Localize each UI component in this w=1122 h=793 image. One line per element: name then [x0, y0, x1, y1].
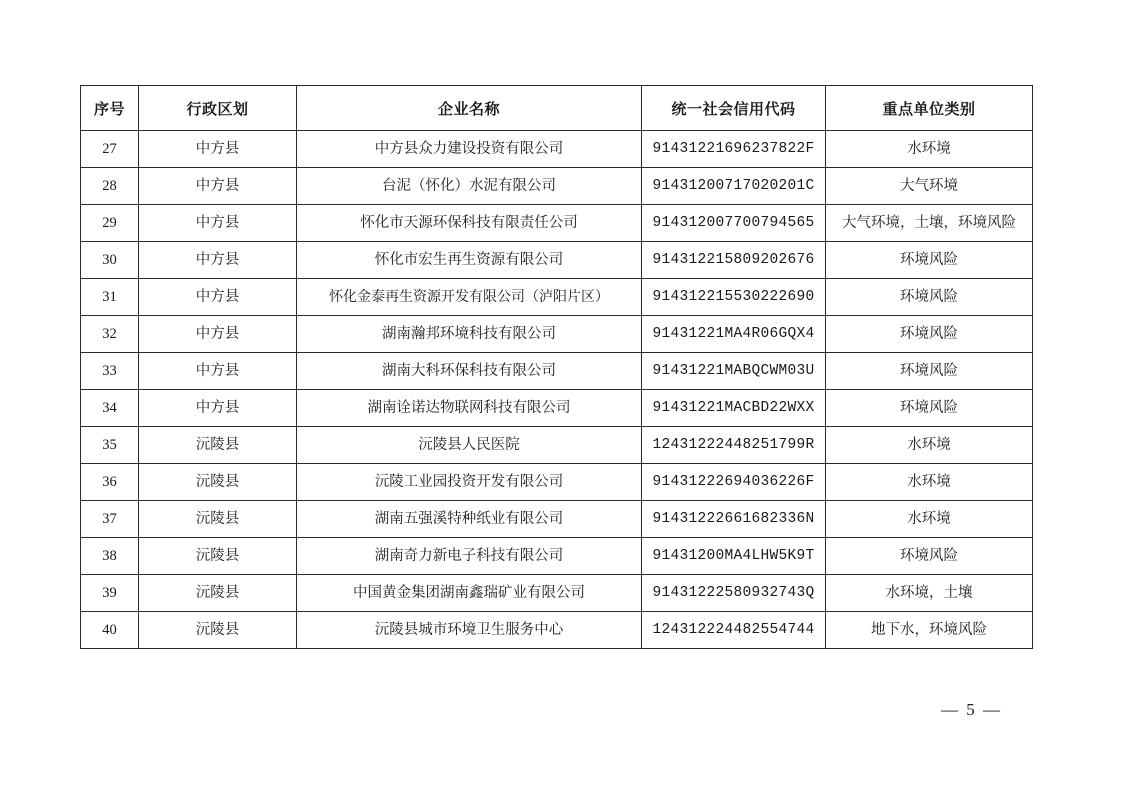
row-seq: 36: [81, 464, 139, 501]
row-seq: 40: [81, 612, 139, 649]
row-seq: 33: [81, 353, 139, 390]
row-seq: 27: [81, 131, 139, 168]
row-seq: 39: [81, 575, 139, 612]
row-district: 中方县: [139, 205, 297, 242]
row-district: 中方县: [139, 353, 297, 390]
row-unit-type: 环境风险: [826, 279, 1033, 316]
row-company-name: 台泥（怀化）水泥有限公司: [297, 168, 642, 205]
row-credit-code: 91431200MA4LHW5K9T: [642, 538, 826, 575]
table-row: [81, 353, 1033, 390]
row-unit-type: 环境风险: [826, 390, 1033, 427]
row-seq: 31: [81, 279, 139, 316]
row-seq: 38: [81, 538, 139, 575]
row-unit-type: 水环境: [826, 131, 1033, 168]
row-seq: 32: [81, 316, 139, 353]
row-company-name: 中国黄金集团湖南鑫瑞矿业有限公司: [297, 575, 642, 612]
header-district: 行政区划: [139, 86, 297, 131]
row-seq: 29: [81, 205, 139, 242]
row-unit-type: 大气环境，土壤，环境风险: [826, 205, 1033, 242]
row-district: 中方县: [139, 131, 297, 168]
table-row: [81, 464, 1033, 501]
row-unit-type: 水环境: [826, 501, 1033, 538]
row-district: 沅陵县: [139, 464, 297, 501]
table-row: [81, 427, 1033, 464]
row-unit-type: 环境风险: [826, 242, 1033, 279]
row-credit-code: 12431222448251799R: [642, 427, 826, 464]
table-body: [81, 131, 1033, 649]
row-company-name: 湖南奇力新电子科技有限公司: [297, 538, 642, 575]
row-credit-code: 914312007700794565: [642, 205, 826, 242]
row-unit-type: 水环境: [826, 464, 1033, 501]
row-credit-code: 91431221696237822F: [642, 131, 826, 168]
row-district: 沅陵县: [139, 427, 297, 464]
row-seq: 34: [81, 390, 139, 427]
row-company-name: 怀化金泰再生资源开发有限公司（泸阳片区）: [297, 279, 642, 316]
row-district: 中方县: [139, 168, 297, 205]
enterprise-table: [80, 85, 1033, 649]
row-company-name: 沅陵县城市环境卫生服务中心: [297, 612, 642, 649]
table-header: [81, 86, 1033, 131]
row-company-name: 中方县众力建设投资有限公司: [297, 131, 642, 168]
header-credit-code: 统一社会信用代码: [642, 86, 826, 131]
header-unit-type: 重点单位类别: [826, 86, 1033, 131]
row-company-name: 湖南五强溪特种纸业有限公司: [297, 501, 642, 538]
table-row: [81, 316, 1033, 353]
row-credit-code: 124312224482554744: [642, 612, 826, 649]
row-district: 沅陵县: [139, 575, 297, 612]
table-row: [81, 575, 1033, 612]
row-company-name: 怀化市天源环保科技有限责任公司: [297, 205, 642, 242]
row-credit-code: 91431221MACBD22WXX: [642, 390, 826, 427]
row-unit-type: 大气环境: [826, 168, 1033, 205]
table-row: [81, 612, 1033, 649]
table-row: [81, 538, 1033, 575]
row-unit-type: 水环境: [826, 427, 1033, 464]
row-district: 中方县: [139, 242, 297, 279]
row-credit-code: 91431222694036226F: [642, 464, 826, 501]
row-unit-type: 环境风险: [826, 316, 1033, 353]
table-row: [81, 501, 1033, 538]
row-district: 中方县: [139, 279, 297, 316]
row-seq: 28: [81, 168, 139, 205]
header-row: [81, 86, 1033, 131]
row-company-name: 怀化市宏生再生资源有限公司: [297, 242, 642, 279]
table-row: [81, 131, 1033, 168]
row-unit-type: 环境风险: [826, 353, 1033, 390]
row-credit-code: 91431221MABQCWM03U: [642, 353, 826, 390]
row-district: 中方县: [139, 316, 297, 353]
row-credit-code: 91431222580932743Q: [642, 575, 826, 612]
row-district: 沅陵县: [139, 501, 297, 538]
table-row: [81, 390, 1033, 427]
row-district: 沅陵县: [139, 538, 297, 575]
row-credit-code: 91431221MA4R06GQX4: [642, 316, 826, 353]
row-district: 中方县: [139, 390, 297, 427]
row-company-name: 湖南大科环保科技有限公司: [297, 353, 642, 390]
row-seq: 30: [81, 242, 139, 279]
row-company-name: 湖南瀚邦环境科技有限公司: [297, 316, 642, 353]
row-company-name: 沅陵县人民医院: [297, 427, 642, 464]
page-number: — 5 —: [941, 700, 1002, 719]
row-seq: 37: [81, 501, 139, 538]
row-credit-code: 914312215530222690: [642, 279, 826, 316]
header-company-name: 企业名称: [297, 86, 642, 131]
header-seq: 序号: [81, 86, 139, 131]
table-row: [81, 168, 1033, 205]
row-unit-type: 环境风险: [826, 538, 1033, 575]
row-credit-code: 91431222661682336N: [642, 501, 826, 538]
row-district: 沅陵县: [139, 612, 297, 649]
table-row: [81, 242, 1033, 279]
table-row: [81, 279, 1033, 316]
row-seq: 35: [81, 427, 139, 464]
row-credit-code: 91431200717020201C: [642, 168, 826, 205]
table-row: [81, 205, 1033, 242]
row-company-name: 湖南诠诺达物联网科技有限公司: [297, 390, 642, 427]
row-unit-type: 水环境，土壤: [826, 575, 1033, 612]
row-credit-code: 914312215809202676: [642, 242, 826, 279]
row-unit-type: 地下水，环境风险: [826, 612, 1033, 649]
row-company-name: 沅陵工业园投资开发有限公司: [297, 464, 642, 501]
